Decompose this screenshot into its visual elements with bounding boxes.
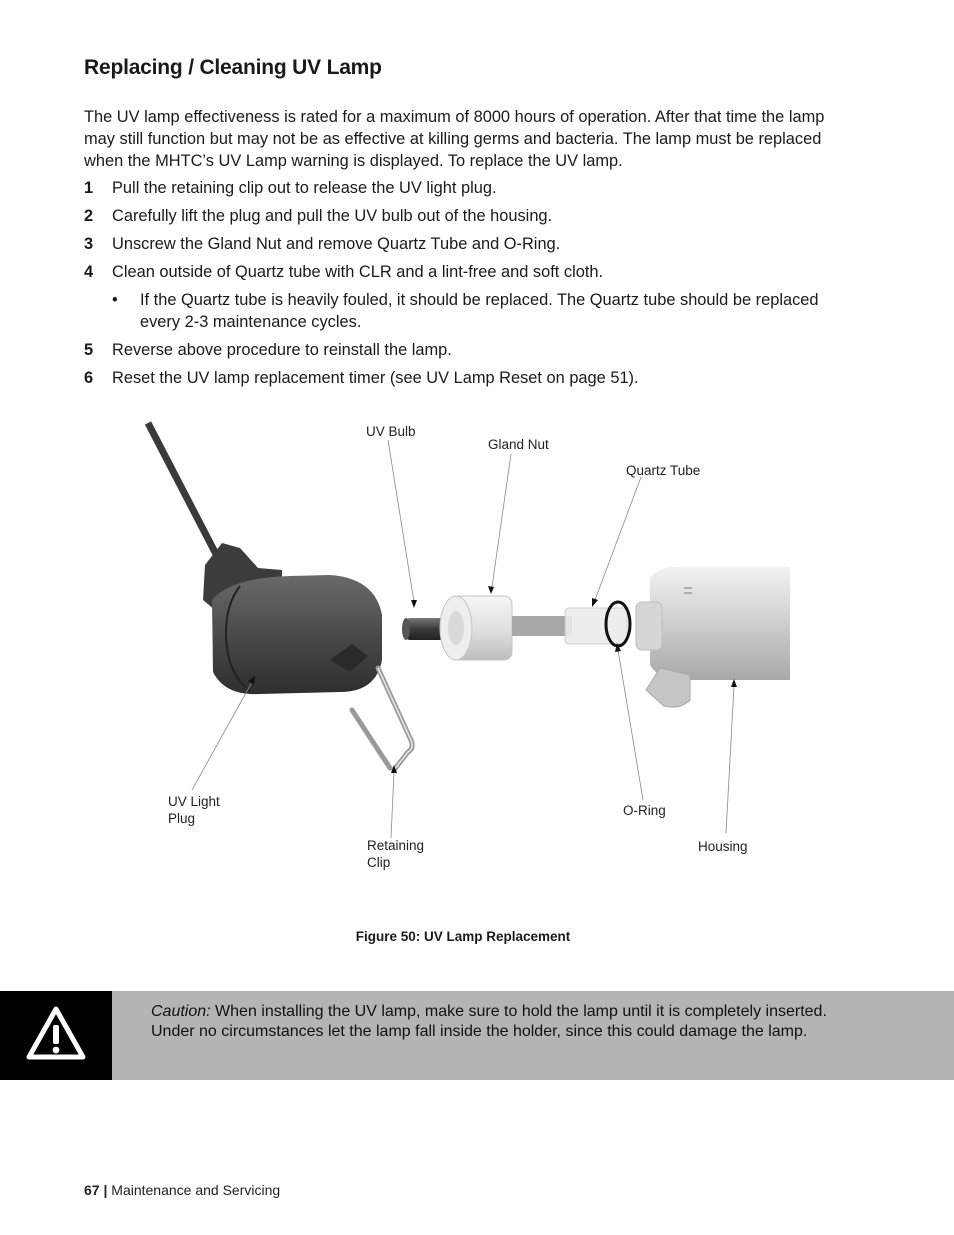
step-text: Unscrew the Gland Nut and remove Quartz Tube and O-Ring. [112, 235, 561, 253]
label-quartz-tube: Quartz Tube [626, 463, 701, 478]
label-housing: Housing [698, 839, 748, 854]
uv-lamp-illustration [0, 410, 954, 890]
step-number: 2 [84, 207, 94, 225]
label-uv-bulb: UV Bulb [366, 424, 416, 439]
figure-caption: Figure 50: UV Lamp Replacement [355, 929, 571, 944]
label-retaining-clip: Retaining Clip [367, 838, 425, 870]
caution-body: When installing the UV lamp, make sure to hold the lamp until it is completely inserted. Under no circumstances let the lamp fall inside the holder, since this could damage the lamp. [151, 1003, 827, 1040]
bullet-text: If the Quartz tube is heavily fouled, it should be replaced. The Quartz tube should be replaced every 2-3 maintenance cycles. [140, 291, 819, 331]
step-text: Pull the retaining clip out to release the UV light plug. [112, 179, 497, 197]
step-text: Clean outside of Quartz tube with CLR and a lint-free and soft cloth. [112, 263, 604, 281]
caution-icon-container [0, 991, 112, 1080]
page-number: 67 [84, 1182, 100, 1198]
housing [636, 567, 790, 707]
footer-section: Maintenance and Servicing [111, 1182, 281, 1198]
step-number: 1 [84, 179, 94, 197]
label-gland-nut: Gland Nut [488, 437, 549, 452]
uv-light-plug [203, 543, 382, 694]
warning-triangle-icon [25, 1005, 87, 1065]
step-text: Reverse above procedure to reinstall the lamp. [112, 341, 452, 359]
page-title: Replacing / Cleaning UV Lamp [84, 56, 382, 79]
gland-nut [440, 596, 512, 660]
bullet-icon: • [112, 291, 118, 309]
label-o-ring: O-Ring [623, 803, 666, 818]
page-footer [84, 1182, 280, 1198]
footer-separator: | [103, 1182, 108, 1198]
step-text: Carefully lift the plug and pull the UV bulb out of the housing. [112, 207, 553, 225]
step-number: 6 [84, 369, 94, 387]
caution-message [151, 1002, 841, 1041]
step-text: Reset the UV lamp replacement timer (see UV Lamp Reset on page 51). [112, 369, 639, 387]
step-number: 4 [84, 263, 94, 281]
caution-box [0, 991, 954, 1080]
intro-paragraph: The UV lamp effectiveness is rated for a maximum of 8000 hours of operation. After that time the lamp may still function but may not be as effective at killing germs and bacteria. The lamp must be replaced when the MHTC’s UV Lamp warning is displayed. To replace the UV lamp. [84, 108, 825, 170]
cable [148, 423, 218, 558]
step-number: 3 [84, 235, 94, 253]
label-uv-light-plug: UV Light Plug [168, 794, 220, 826]
uv-lamp-figure [0, 410, 954, 890]
step-number: 5 [84, 341, 94, 359]
caution-label: Caution: [151, 1003, 211, 1020]
